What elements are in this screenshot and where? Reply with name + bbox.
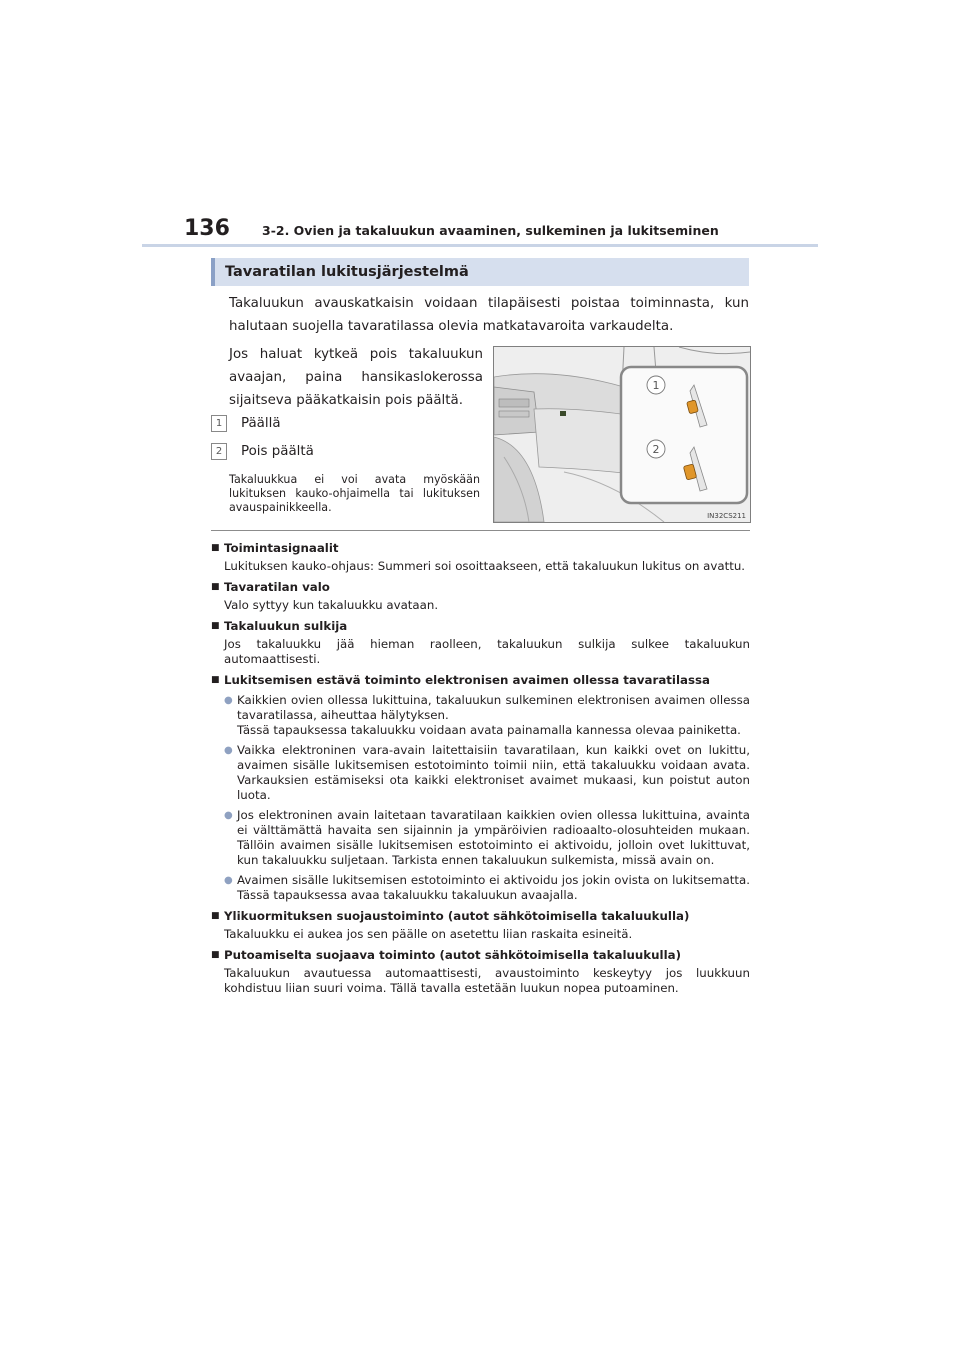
info-text: Lukituksen kauko-ohjaus: Summeri soi osoittaakseen, että takaluukun lukitus on avattu. (224, 559, 746, 573)
info-text: Valo syttyy kun takaluukku avataan. (224, 598, 439, 612)
info-bullet: ● Vaikka elektroninen vara-avain laitettaisiin tavaratilaan, kun kaikki ovet on lukittu, avaimen sisälle lukitsemisen estotoiminto toimii niin, että takaluukku voidaan avata. Varkauksien estämiseksi ota kaikki elektroniset avaimet mukaasi, kun poistut auton luota. (211, 743, 750, 803)
option-label: Päällä (241, 416, 281, 431)
instruction-paragraph: Jos haluat kytkeä pois takaluukun avaajan, paina hansikaslokerossa sijaitseva pääkatkaisin pois päältä. (229, 347, 483, 408)
info-bullet: ● Jos elektroninen avain laitetaan tavaratilaan kaikkien ovien ollessa lukittuina, avainta ei välttämättä havaita sen sijainnin ja ympäröivien radioaalto-olosuhteiden mukaan. Tällöin avaimen sisälle lukitsemisen estotoiminto ei aktivoidu, jolloin ovet lukittuvat, kun takaluukku suljetaan. Tarkista ennen takaluukun sulkemista, missä avain on. (211, 808, 750, 868)
glovebox-switch-illustration (493, 346, 751, 523)
section-divider (211, 530, 750, 531)
section-title-bar (211, 258, 215, 286)
info-heading: ■ Ylikuormituksen suojaustoiminto (autot sähkötoimisella takaluukulla) (211, 909, 750, 924)
info-section (211, 541, 750, 996)
info-text: Takaluukku ei aukea jos sen päälle on asetettu liian raskaita esineitä. (224, 927, 633, 941)
info-heading: ■ Takaluukun sulkija (211, 619, 750, 634)
header-rule (142, 244, 818, 247)
page-number: 136 (184, 216, 230, 241)
info-heading: ■ Lukitsemisen estävä toiminto elektronisen avaimen ollessa tavaratilassa (211, 673, 750, 688)
note-text: Takaluukkua ei voi avata myöskään lukituksen kauko-ohjaimella tai lukituksen avauspainikkeella. (229, 473, 480, 514)
dashboard-drawing (494, 347, 750, 522)
info-heading: ■ Tavaratilan valo (211, 580, 750, 595)
section-title (211, 258, 749, 286)
option-off (211, 443, 314, 461)
info-text: Takaluukun avautuessa automaattisesti, avaustoiminto keskeytyy jos luukkuun kohdistuu liian suuri voima. Tällä tavalla estetään luukun nopea putoaminen. (224, 966, 750, 995)
intro-paragraph: Takaluukun avauskatkaisin voidaan tilapäisesti poistaa toiminnasta, kun halutaan suojella tavaratilassa olevia matkatavaroita varkaudelta. (229, 296, 749, 334)
info-bullet: ● Kaikkien ovien ollessa lukittuina, takaluukun sulkeminen elektronisen avaimen ollessa tavaratilassa, aiheuttaa hälytyksen. Tässä tapauksessa takaluukku voidaan avata painamalla kannessa olevaa painiketta. (211, 693, 750, 738)
chapter-title: 3-2. Ovien ja takaluukun avaaminen, sulkeminen ja lukitseminen (262, 223, 719, 238)
option-number: 2 (211, 443, 227, 460)
callout-1-label: 1 (652, 379, 660, 392)
info-bullet: ● Avaimen sisälle lukitsemisen estotoiminto ei aktivoidu jos jokin ovista on lukitsematta. Tässä tapauksessa avaa takaluukku takaluukun avaajalla. (211, 873, 750, 903)
info-heading: ■ Putoamiselta suojaava toiminto (autot sähkötoimisella takaluukulla) (211, 948, 750, 963)
option-label: Pois päältä (241, 444, 314, 459)
info-text: Jos takaluukku jää hieman raolleen, takaluukun sulkija sulkee takaluukun automaattisesti. (224, 637, 750, 666)
callout-2-label: 2 (652, 443, 660, 456)
section-title-text: Tavaratilan lukitusjärjestelmä (225, 264, 469, 280)
option-number: 1 (211, 415, 227, 432)
option-on (211, 415, 281, 433)
info-heading: ■ Toimintasignaalit (211, 541, 750, 556)
figure-id: IN32CS211 (707, 512, 746, 520)
